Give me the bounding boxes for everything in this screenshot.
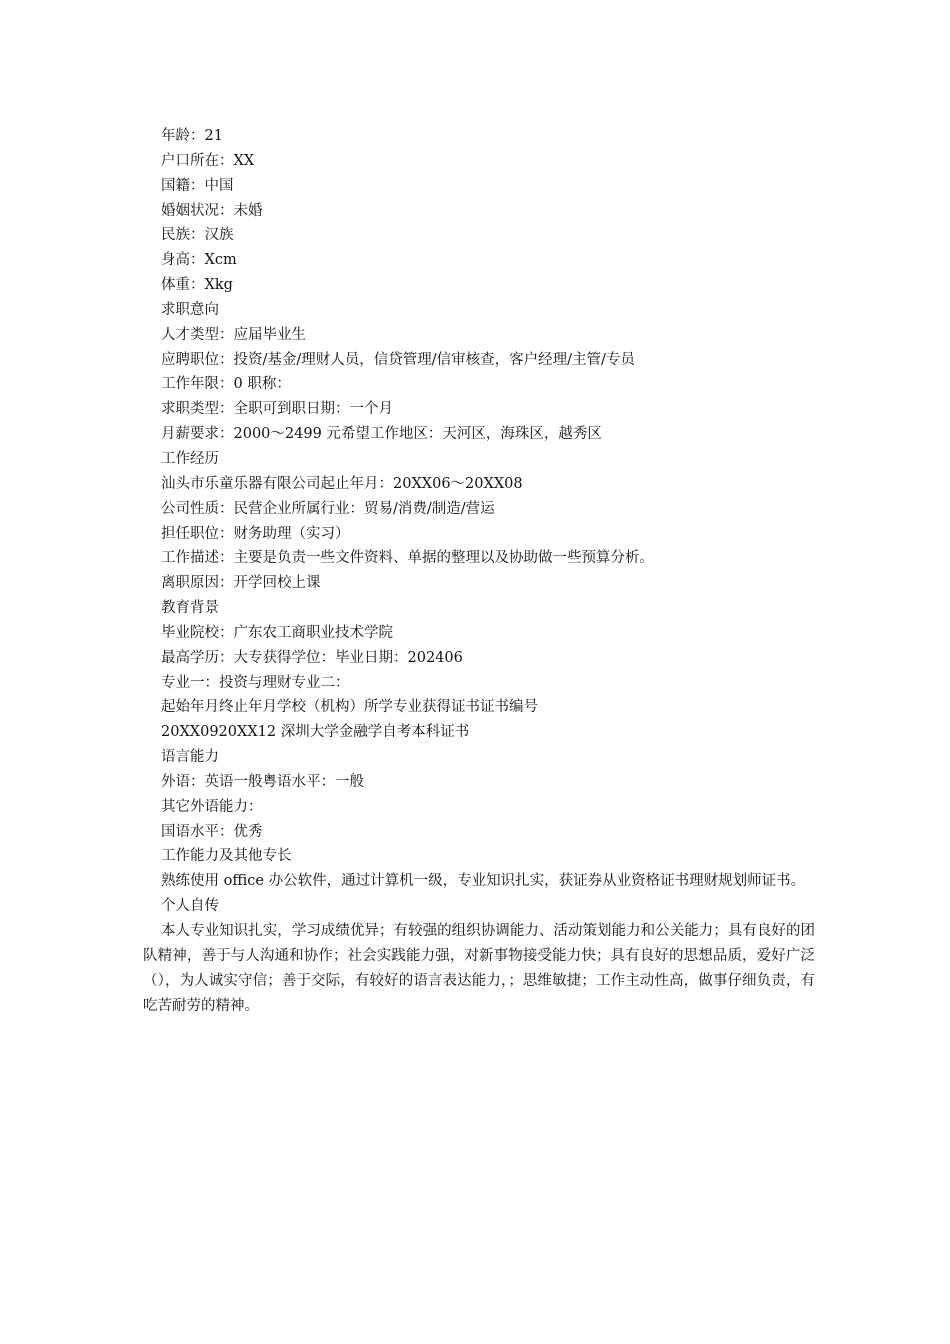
resume-body xyxy=(143,124,815,1018)
school-line: 毕业院校：广东农工商职业技术学院 xyxy=(161,624,393,641)
job-intention-heading: 求职意向 xyxy=(161,301,219,318)
weight-line: 体重：Xkg xyxy=(161,277,233,294)
other-language-line: 其它外语能力： xyxy=(161,798,263,815)
work-experience-heading: 工作经历 xyxy=(161,450,219,467)
leaving-reason-line: 离职原因：开学回校上课 xyxy=(161,575,321,592)
education-table-header: 起始年月终止年月学校（机构）所学专业获得证书证书编号 xyxy=(161,699,538,716)
job-type-line: 求职类型：全职可到职日期：一个月 xyxy=(161,401,393,418)
applied-position-line: 应聘职位：投资/基金/理财人员，信贷管理/信审核查，客户经理/主管/专员 xyxy=(161,351,635,368)
company-nature-line: 公司性质：民营企业所属行业：贸易/消费/制造/营运 xyxy=(161,500,495,517)
marital-status-line: 婚姻状况：未婚 xyxy=(161,202,263,219)
degree-line: 最高学历：大专获得学位：毕业日期：202406 xyxy=(161,649,463,666)
nationality-line: 国籍：中国 xyxy=(161,177,234,194)
position-held-line: 担任职位：财务助理（实习） xyxy=(161,525,350,542)
height-line: 身高：Xcm xyxy=(161,252,237,269)
language-heading: 语言能力 xyxy=(161,749,219,766)
skills-heading: 工作能力及其他专长 xyxy=(161,848,292,865)
work-years-line: 工作年限：0 职称： xyxy=(161,376,291,393)
skills-paragraph: 熟练使用 office 办公软件，通过计算机一级，专业知识扎实，获证券从业资格证书理财规划师证书。 xyxy=(161,873,806,890)
self-intro-paragraph: 本人专业知识扎实，学习成绩优异；有较强的组织协调能力、活动策划能力和公关能力；具有良好的团队精神，善于与人沟通和协作；社会实践能力强，对新事物接受能力快；具有良好的思想品质，爱好广泛（），为人诚实守信；善于交际，有较好的语言表达能力，；思维敏捷；工作主动性高，做事仔细负责，有吃苦耐劳的精神。 xyxy=(143,923,815,1014)
job-description-line: 工作描述：主要是负责一些文件资料、单据的整理以及协助做一些预算分析。 xyxy=(161,550,654,567)
education-heading: 教育背景 xyxy=(161,600,219,617)
salary-line: 月薪要求：2000～2499 元希望工作地区：天河区，海珠区，越秀区 xyxy=(161,426,602,443)
self-intro-heading: 个人自传 xyxy=(161,898,219,915)
ethnicity-line: 民族：汉族 xyxy=(161,227,234,244)
talent-type-line: 人才类型：应届毕业生 xyxy=(161,326,306,343)
age-line: 年龄：21 xyxy=(161,128,223,144)
mandarin-level-line: 国语水平：优秀 xyxy=(161,823,263,840)
foreign-language-line: 外语：英语一般粤语水平：一般 xyxy=(161,773,364,790)
major-line: 专业一：投资与理财专业二： xyxy=(161,674,350,691)
education-table-row: 20XX0920XX12 深圳大学金融学自考本科证书 xyxy=(161,724,470,741)
company-line: 汕头市乐童乐器有限公司起止年月：20XX06～20XX08 xyxy=(161,475,523,492)
household-registration-line: 户口所在：XX xyxy=(161,152,255,169)
